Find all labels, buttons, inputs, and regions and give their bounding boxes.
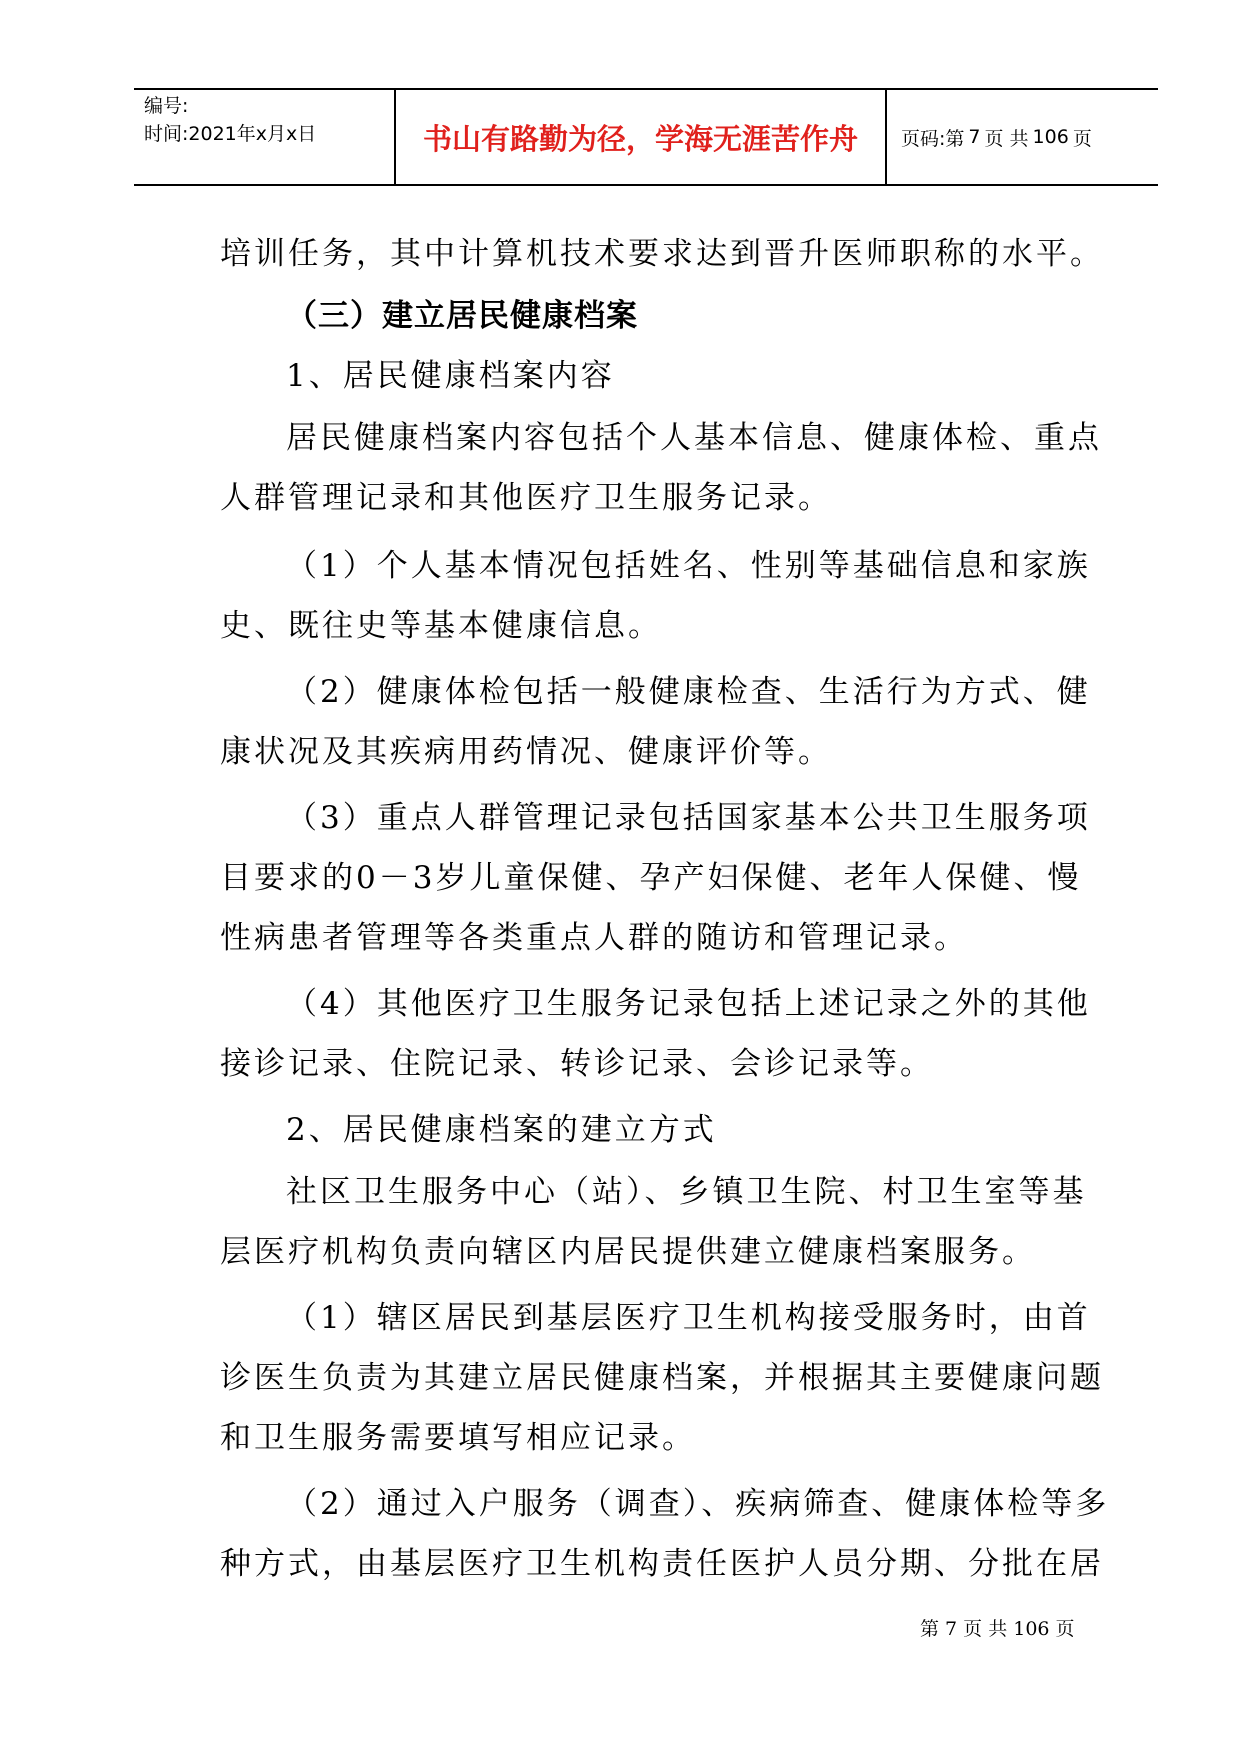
paragraph-line: 人群管理记录和其他医疗卫生服务记录。 <box>220 480 832 516</box>
subsection-title: 2、居民健康档案的建立方式 <box>286 1112 717 1148</box>
page-footer: 第 7 页 共 106 页 <box>920 1618 1075 1640</box>
page-current: 7 <box>968 126 981 148</box>
paragraph-line: （1）个人基本情况包括姓名、性别等基础信息和家族 <box>286 548 1091 584</box>
page-suffix: 页 <box>1072 127 1092 150</box>
paragraph-line: 目要求的0－3岁儿童保健、孕产妇保健、老年人保健、慢 <box>220 860 1082 896</box>
paragraph-line: （2）通过入户服务（调查）、疾病筛查、健康体检等多 <box>286 1486 1110 1522</box>
page-total: 106 <box>1032 126 1069 148</box>
paragraph-line: 居民健康档案内容包括个人基本信息、健康体检、重点 <box>286 420 1102 456</box>
page-prefix: 页码:第 <box>901 127 965 150</box>
paragraph-line: 社区卫生服务中心（站）、乡镇卫生院、村卫生室等基 <box>286 1174 1087 1210</box>
paragraph-line: （3）重点人群管理记录包括国家基本公共卫生服务项 <box>286 800 1091 836</box>
document-time-label: 时间:2021年x月x日 <box>144 123 317 145</box>
paragraph-line: 种方式，由基层医疗卫生机构责任医护人员分期、分批在居 <box>220 1546 1104 1582</box>
paragraph-line: 诊医生负责为其建立居民健康档案，并根据其主要健康问题 <box>220 1360 1104 1396</box>
header-motto: 书山有路勤为径，学海无涯苦作舟 <box>396 90 887 184</box>
section-heading: （三）建立居民健康档案 <box>286 298 638 334</box>
paragraph-line: 史、既往史等基本健康信息。 <box>220 608 662 644</box>
paragraph-line: 接诊记录、住院记录、转诊记录、会诊记录等。 <box>220 1046 934 1082</box>
page-middle: 页 共 <box>984 127 1029 150</box>
document-header <box>134 88 1158 186</box>
header-page-info <box>887 90 1158 184</box>
paragraph-line: （4）其他医疗卫生服务记录包括上述记录之外的其他 <box>286 986 1091 1022</box>
paragraph-line: 康状况及其疾病用药情况、健康评价等。 <box>220 734 832 770</box>
paragraph-line: 培训任务，其中计算机技术要求达到晋升医师职称的水平。 <box>220 236 1104 272</box>
paragraph-line: （1）辖区居民到基层医疗卫生机构接受服务时，由首 <box>286 1300 1091 1336</box>
paragraph-line: 性病患者管理等各类重点人群的随访和管理记录。 <box>220 920 968 956</box>
header-info-cell <box>134 90 396 184</box>
document-number-label: 编号: <box>144 95 189 117</box>
paragraph-line: （2）健康体检包括一般健康检查、生活行为方式、健 <box>286 674 1091 710</box>
subsection-title: 1、居民健康档案内容 <box>286 358 615 394</box>
paragraph-line: 层医疗机构负责向辖区内居民提供建立健康档案服务。 <box>220 1234 1036 1270</box>
paragraph-line: 和卫生服务需要填写相应记录。 <box>220 1420 696 1456</box>
